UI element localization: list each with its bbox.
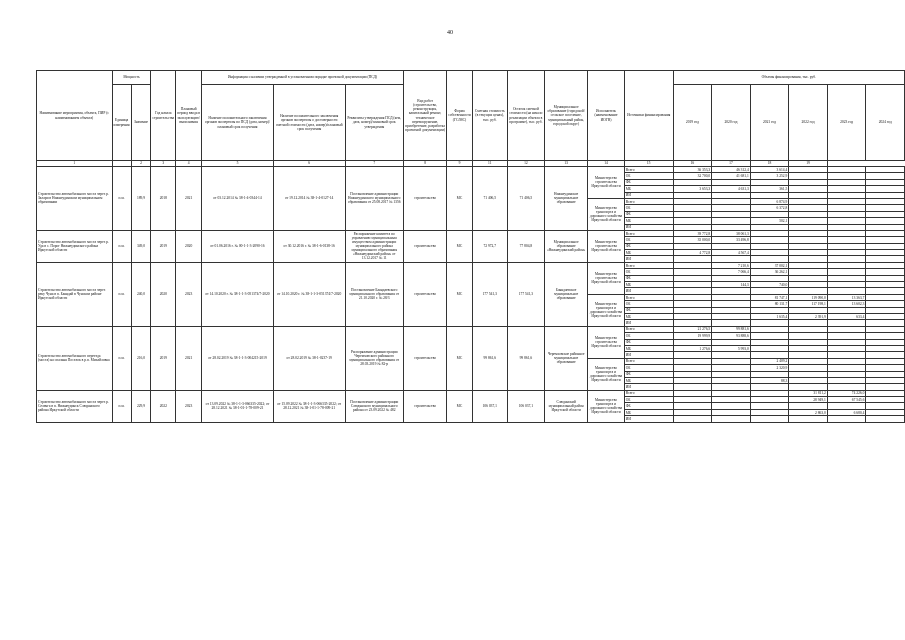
unit-cell: п.м. xyxy=(112,230,131,262)
amount-cell: 2 391,9 xyxy=(789,313,828,319)
approval-cell: Постановление Баяндаевского муниципального образования от 21.10.2020 г. № 28/3 xyxy=(345,262,403,326)
header-work-type: Вид работ (строительство, реконструкция, капитальный ремонт, техническое перевооружение, приобретение, разработка проектной документации) xyxy=(403,71,446,161)
amount-cell: 740,0 xyxy=(750,282,789,288)
remaining-cell: 177 541,3 xyxy=(507,262,544,326)
header-unit: Единица измерения xyxy=(112,85,131,161)
table-row xyxy=(37,262,905,268)
cost-check-cell: от 30.12.2016 г. № 38-1-6-0138-16 xyxy=(273,230,345,262)
source-cell: ФБ xyxy=(624,307,673,313)
object-name: Строительство автомобильного переезда (моста) на спальня Поселок в р.п. Михайловка xyxy=(37,326,113,390)
remaining-cell: 71 406,5 xyxy=(507,167,544,231)
source-cell: МБ xyxy=(624,282,673,288)
cost-check-cell: от 28.02.2019 № 38-1-0237-19 xyxy=(273,326,345,390)
source-cell: ИИ xyxy=(624,256,673,262)
source-cell: ОБ xyxy=(624,397,673,403)
amount-cell: 2 863,0 xyxy=(789,409,828,415)
unit-cell: п.м. xyxy=(112,326,131,390)
executor-cell: Министерство транспорта и дорожного хозяйства Иркутской области xyxy=(588,358,624,390)
header-doc-info: Информация о наличии утвержденной в установленном порядке проектной документации (ПСД) xyxy=(202,71,404,85)
amount-cell: 41 681,1 xyxy=(712,173,751,179)
estimate-cell: 71 406,5 xyxy=(472,167,507,231)
cost-check-cell: от 15.09.2022 № 38-1-1-3-066335-2022; от 28.12.2021 № 38-1-01-1-78-009-21 xyxy=(273,390,345,422)
amount-cell: 67 545,6 xyxy=(827,397,866,403)
amount-cell: 6 874,9 xyxy=(750,198,789,204)
amount-cell: 35 000,0 xyxy=(673,237,712,243)
source-cell: ИИ xyxy=(624,192,673,198)
amount-cell: 36 353,3 xyxy=(673,167,712,173)
source-cell: МБ xyxy=(624,250,673,256)
amount-cell xyxy=(673,416,712,422)
ownership-cell: МС xyxy=(447,167,472,231)
source-cell: ОБ xyxy=(624,365,673,371)
col-index-cell: 14 xyxy=(588,161,624,167)
source-cell: ФБ xyxy=(624,403,673,409)
ownership-cell: МС xyxy=(447,262,472,326)
amount-cell: 6 372,8 xyxy=(750,205,789,211)
expertise-cell: от 13.09.2022 № 38-1-1-3-066335-2022; от 28.12.2021 № 38-1-01-1-78-009-21 xyxy=(202,390,274,422)
header-value: Значение xyxy=(131,85,151,161)
object-name: Строительство автомобильного моста через реку Чуна в п. Баяндай в Чунском районе Иркутской области xyxy=(37,262,113,326)
year-end-cell: 2023 xyxy=(176,390,202,422)
approval-cell: Постановление администрации Слюдянского муниципального района от 23.09.2022 № 482 xyxy=(345,390,403,422)
amount-cell: 502,1 xyxy=(750,218,789,224)
source-cell: ИИ xyxy=(624,384,673,390)
header-year-start: Год начала строительства xyxy=(151,71,176,161)
header-remaining: Остаток сметной стоимости (на начало реализации объекта в программе), тыс. руб. xyxy=(507,71,544,161)
amount-cell: 74 226,0 xyxy=(827,390,866,396)
header-estimate: Сметная стоимость (в текущих ценах), тыс. руб. xyxy=(472,71,507,161)
ownership-cell: МС xyxy=(447,230,472,262)
municipality-cell: Баяндаевское муниципальное образование xyxy=(545,262,588,326)
amount-cell: 361,5 xyxy=(750,186,789,192)
object-name: Строительство автомобильного моста через р. Залари в Нижнеудинском муниципальном образовании xyxy=(37,167,113,231)
ownership-cell: МС xyxy=(447,326,472,390)
header-executor: Исполнитель (наименование ИОГВ) xyxy=(588,71,624,161)
year-end-cell: 2021 xyxy=(176,167,202,231)
expertise-cell: от 01.06.2016 г. № 00-1-1-3-2090-16 xyxy=(202,230,274,262)
col-index-cell: 8 xyxy=(403,161,446,167)
col-index-cell: 19 xyxy=(789,161,828,167)
amount-cell: 2 320,9 xyxy=(750,365,789,371)
amount-cell: 93 888,6 xyxy=(712,333,751,339)
amount-cell xyxy=(750,416,789,422)
year-start-cell: 2020 xyxy=(151,262,176,326)
source-cell: Всего xyxy=(624,390,673,396)
source-cell: Всего xyxy=(624,358,673,364)
header-volume: Объемы финансирования, тыс. руб. xyxy=(673,71,904,85)
amount-cell: 32 700,0 xyxy=(673,173,712,179)
year-start-cell: 2019 xyxy=(151,230,176,262)
amount-cell xyxy=(827,416,866,422)
approval-cell: Распоряжение администрации Черемховского районного муниципального образования от 28.03.2019 № 82-р xyxy=(345,326,403,390)
source-cell: МБ xyxy=(624,313,673,319)
header-approval: Реквизиты утверждения ПСД (кем, дата, номер)/плановый срок утверждения xyxy=(345,85,403,161)
executor-cell: Министерство строительства Иркутской области xyxy=(588,230,624,262)
cost-check-cell: от 19.12.2014 № 38-1-4-0127-14 xyxy=(273,167,345,231)
year-end-cell: 2023 xyxy=(176,262,202,326)
header-capacity: Мощность xyxy=(112,71,151,85)
amount-cell xyxy=(866,416,905,422)
source-cell: ИИ xyxy=(624,416,673,422)
source-cell: ФБ xyxy=(624,371,673,377)
estimate-cell: 72 972,7 xyxy=(472,230,507,262)
approval-cell: Распоряжение комитета по управлению муниципальным имуществом администрации муниципального района муниципального образования «Нижнеудинский район» от 13.12.2017 № 11 xyxy=(345,230,403,262)
unit-cell: п.м. xyxy=(112,262,131,326)
amount-cell: 633,4 xyxy=(827,313,866,319)
header-name: Наименование мероприятия, объекта, ПИР (с наименованием объекта) xyxy=(37,71,113,161)
source-cell: ФБ xyxy=(624,243,673,249)
municipality-cell: Слюдянский муниципальный район Иркутской области xyxy=(545,390,588,422)
source-cell: МБ xyxy=(624,345,673,351)
amount-cell: 46 312,4 xyxy=(712,167,751,173)
year-end-cell: 2021 xyxy=(176,326,202,390)
amount-cell: 4 567,4 xyxy=(712,250,751,256)
amount-cell: 37 002,1 xyxy=(750,262,789,268)
amount-cell: 19 999,9 xyxy=(673,333,712,339)
col-index-cell: 13 xyxy=(545,161,588,167)
object-name: Строительство автомобильного моста через р. Селенга в п. Нижнеудинск Слюдянского района Иркутской области xyxy=(37,390,113,422)
amount-cell: 3 252,9 xyxy=(750,173,789,179)
amount-cell: 38 061,3 xyxy=(712,230,751,236)
program-table xyxy=(36,70,905,423)
work-type-cell: строительство xyxy=(403,167,446,231)
value-cell: 229,9 xyxy=(131,390,151,422)
executor-cell: Министерство строительства Иркутской области xyxy=(588,262,624,294)
amount-cell: 144,3 xyxy=(712,282,751,288)
source-cell: ОБ xyxy=(624,205,673,211)
amount-cell: 3 653,3 xyxy=(673,186,712,192)
unit-cell: п.м. xyxy=(112,390,131,422)
source-cell: ИИ xyxy=(624,224,673,230)
header-year: 2021 год xyxy=(750,85,789,161)
header-cost-check: Наличие положительного заключения органов экспертизы о достоверности сметной стоимости (дата, номер)/плановый срок получения xyxy=(273,85,345,161)
remaining-cell: 77 804,8 xyxy=(507,230,544,262)
amount-cell: 7 210,6 xyxy=(712,262,751,268)
source-cell: МБ xyxy=(624,377,673,383)
amount-cell: 33 496,8 xyxy=(712,237,751,243)
amount-cell: 28 949,1 xyxy=(789,397,828,403)
amount-cell: 7 066,4 xyxy=(712,269,751,275)
header-year: 2022 год xyxy=(789,85,828,161)
municipality-cell: Черемховское районное муниципальное образование xyxy=(545,326,588,390)
page-number: 40 xyxy=(447,30,453,36)
source-cell: ОБ xyxy=(624,269,673,275)
source-cell: ИИ xyxy=(624,352,673,358)
col-index-cell: 9 xyxy=(447,161,472,167)
amount-cell: 117 198,1 xyxy=(789,301,828,307)
amount-cell: 21 276,5 xyxy=(673,326,712,332)
source-cell: Всего xyxy=(624,262,673,268)
col-index-cell: 12 xyxy=(507,161,544,167)
amount-cell xyxy=(789,416,828,422)
col-index-cell: 6 xyxy=(273,161,345,167)
source-cell: Всего xyxy=(624,294,673,300)
table-header xyxy=(37,71,905,167)
municipality-cell: Нижнеудинское муниципальное образование xyxy=(545,167,588,231)
executor-cell: Министерство строительства Иркутской области xyxy=(588,167,624,199)
header-ownership: Форма собственности (ГС/МС) xyxy=(447,71,472,161)
value-cell: 216,0 xyxy=(131,326,151,390)
value-cell: 240,0 xyxy=(131,262,151,326)
amount-cell: 3 614,4 xyxy=(750,167,789,173)
object-name: Строительство автомобильного моста через р. Уда в с. Порог Нижнеудинского района Иркутской области xyxy=(37,230,113,262)
table-body xyxy=(37,167,905,423)
amount-cell: 39 772,8 xyxy=(673,230,712,236)
source-cell: ОБ xyxy=(624,173,673,179)
year-start-cell: 2019 xyxy=(151,326,176,390)
unit-cell: п.м. xyxy=(112,167,131,231)
amount-cell: 6 680,4 xyxy=(827,409,866,415)
source-cell: ОБ xyxy=(624,237,673,243)
estimate-cell: 106 037,1 xyxy=(472,390,507,422)
estimate-cell: 99 861,6 xyxy=(472,326,507,390)
work-type-cell: строительство xyxy=(403,230,446,262)
remaining-cell: 99 861,6 xyxy=(507,326,544,390)
executor-cell: Министерство строительства Иркутской области xyxy=(588,326,624,358)
amount-cell: 1 635,4 xyxy=(750,313,789,319)
source-cell: ИИ xyxy=(624,320,673,326)
source-cell: МБ xyxy=(624,186,673,192)
municipality-cell: Муниципальное образование «Нижнеудинский район» xyxy=(545,230,588,262)
work-type-cell: строительство xyxy=(403,390,446,422)
header-year: 2020 год xyxy=(712,85,751,161)
estimate-cell: 177 541,3 xyxy=(472,262,507,326)
executor-cell: Министерство транспорта и дорожного хозяйства Иркутской области xyxy=(588,198,624,230)
amount-cell xyxy=(712,416,751,422)
amount-cell: 99 881,6 xyxy=(712,326,751,332)
amount-cell: 13 363,7 xyxy=(827,294,866,300)
value-cell: 349,0 xyxy=(131,230,151,262)
expertise-cell: от 14.10.2020 г. № 38-1-1-3-051374/7-2020 xyxy=(202,262,274,326)
year-start-cell: 2022 xyxy=(151,390,176,422)
amount-cell: 5 993,0 xyxy=(712,345,751,351)
col-index-cell: 1 xyxy=(37,161,113,167)
source-cell: МБ xyxy=(624,218,673,224)
source-cell: ИИ xyxy=(624,288,673,294)
amount-cell: 88,3 xyxy=(750,377,789,383)
col-index-cell: 5 xyxy=(202,161,274,167)
source-cell: МБ xyxy=(624,409,673,415)
approval-cell: Постановление администрации Нижнеудинского муниципального образования от 25.08.2017 № 1356 xyxy=(345,167,403,231)
year-start-cell: 2018 xyxy=(151,167,176,231)
header-year: 2023 год xyxy=(827,85,866,161)
executor-cell: Министерство транспорта и дорожного хозяйства Иркутской области xyxy=(588,294,624,326)
source-cell: Всего xyxy=(624,326,673,332)
header-municipality: Муниципальное образование (городской/сельское поселение, муниципальный район, городской округ) xyxy=(545,71,588,161)
amount-cell: 13 602,3 xyxy=(827,301,866,307)
ownership-cell: МС xyxy=(447,390,472,422)
executor-cell: Министерство транспорта и дорожного хозяйства Иркутской области xyxy=(588,390,624,422)
header-source: Источники финансирования xyxy=(624,71,673,161)
amount-cell: 4 631,3 xyxy=(712,186,751,192)
col-index-cell: 11 xyxy=(472,161,507,167)
amount-cell: 36 262,1 xyxy=(750,269,789,275)
col-index-cell: 15 xyxy=(624,161,673,167)
amount-cell: 31 811,2 xyxy=(789,390,828,396)
col-index-cell: 17 xyxy=(712,161,751,167)
amount-cell: 81 747,1 xyxy=(750,294,789,300)
amount-cell: 80 131,7 xyxy=(750,301,789,307)
source-cell: ФБ xyxy=(624,179,673,185)
header-year-end: Плановый период ввода в эксплуатацию/выполнения xyxy=(176,71,202,161)
col-index-cell: 16 xyxy=(673,161,712,167)
source-cell: Всего xyxy=(624,230,673,236)
source-cell: ФБ xyxy=(624,339,673,345)
source-cell: ОБ xyxy=(624,301,673,307)
work-type-cell: строительство xyxy=(403,262,446,326)
source-cell: Всего xyxy=(624,167,673,173)
col-index-cell: 18 xyxy=(750,161,789,167)
amount-cell: 1 276,6 xyxy=(673,345,712,351)
source-cell: ОБ xyxy=(624,333,673,339)
year-end-cell: 2020 xyxy=(176,230,202,262)
amount-cell: 119 090,0 xyxy=(789,294,828,300)
value-cell: 189,9 xyxy=(131,167,151,231)
expertise-cell: от 28.02.2019 № 38-1-1-3-004215-2019 xyxy=(202,326,274,390)
source-cell: ФБ xyxy=(624,211,673,217)
amount-cell: 2 409,2 xyxy=(750,358,789,364)
header-year: 2024 год xyxy=(866,85,905,161)
col-index-cell: 2 xyxy=(131,161,151,167)
col-index-cell: 4 xyxy=(176,161,202,167)
header-expertise: Наличие положительного заключения органов экспертизы по ПСД (дата, номер)/плановый срок получения xyxy=(202,85,274,161)
remaining-cell: 106 037,1 xyxy=(507,390,544,422)
source-cell: ФБ xyxy=(624,275,673,281)
expertise-cell: от 03.12.2014 № 38-1-4-0344-14 xyxy=(202,167,274,231)
header-year: 2019 год xyxy=(673,85,712,161)
col-index-cell: 7 xyxy=(345,161,403,167)
source-cell: Всего xyxy=(624,198,673,204)
work-type-cell: строительство xyxy=(403,326,446,390)
amount-cell: 4 772,8 xyxy=(673,250,712,256)
cost-check-cell: от 14.10.2020 г. № 38-1-1-3-051374/7-2020 xyxy=(273,262,345,326)
col-index-cell: 3 xyxy=(151,161,176,167)
